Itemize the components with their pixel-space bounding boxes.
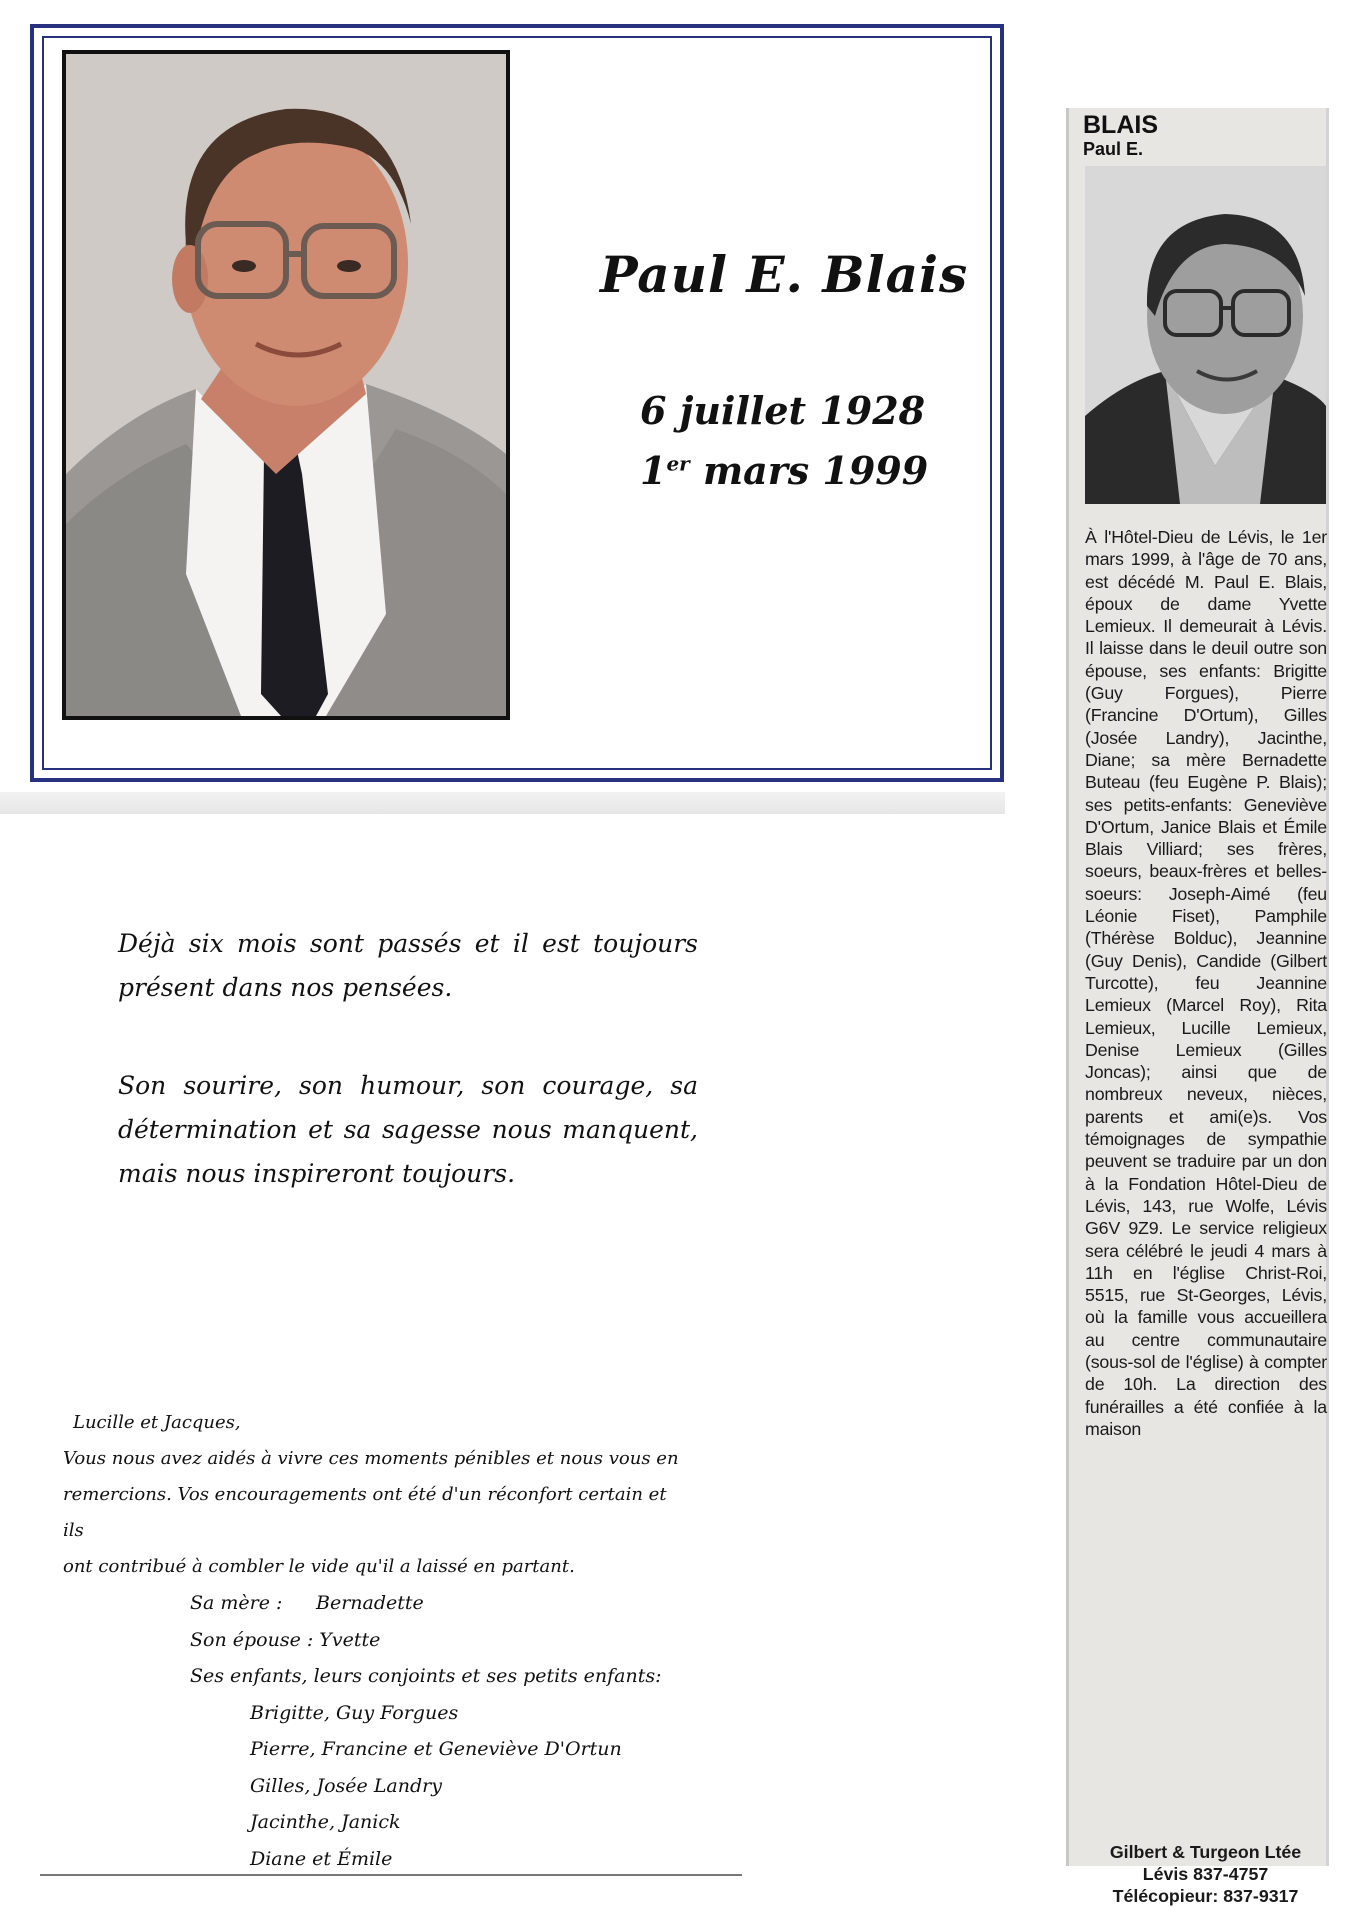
death-month-year: mars 1999 [689,448,929,493]
mother-label: Sa mère : [190,1592,283,1614]
family-list [190,1585,730,1877]
thanks-line-2: remercions. Vos encouragements ont été d'un réconfort certain et ils [63,1484,667,1541]
wife-name: Yvette [319,1628,381,1651]
family-wife-row [190,1622,730,1659]
death-day: 1 [640,448,667,493]
child-entry: Gilles, Josée Landry [250,1774,442,1797]
portrait-photo [62,50,510,720]
verse-paragraph-2 [118,1064,698,1196]
obituary-photo [1085,166,1326,504]
obituary-header [1083,112,1328,159]
thanks-line-3: ont contribué à combler le vide qu'il a laissé en partant. [63,1556,575,1577]
family-mother-row [190,1585,730,1622]
thanks-salutation: Lucille et Jacques, [73,1412,241,1433]
funeral-home-phone: Lévis 837-4757 [1142,1864,1269,1884]
funeral-home-signature [1083,1841,1328,1907]
death-day-suffix: er [666,451,690,476]
verse-text-1: Déjà six mois sont passés et il est toujours présent dans nos pensées. [118,929,698,1002]
verse-text-2: Son sourire, son humour, son courage, sa détermination et sa sagesse nous manquent, mais nous inspireront toujours. [118,1071,698,1188]
child-entry: Brigitte, Guy Forgues [250,1701,459,1724]
child-entry: Diane et Émile [250,1847,393,1870]
card-name: Paul E. Blais [600,245,969,304]
child-entry: Jacinthe, Janick [250,1811,401,1833]
funeral-home-fax: Télécopieur: 837-9317 [1112,1886,1299,1906]
verse-paragraph-1 [118,922,698,1010]
newspaper-obituary [1066,108,1329,1906]
thank-you-note [63,1405,688,1585]
thanks-line-1: Vous nous avez aidés à vivre ces moments pénibles et nous vous en [63,1448,679,1469]
children-label: Ses enfants, leurs conjoints et ses petits enfants: [190,1665,662,1687]
child-entry: Pierre, Francine et Geneviève D'Ortun [250,1738,622,1760]
funeral-home-name: Gilbert & Turgeon Ltée [1109,1842,1302,1862]
card-death-date [640,448,960,493]
obituary-body: À l'Hôtel-Dieu de Lévis, le 1er mars 1999, à l'âge de 70 ans, est décédé M. Paul E. Blais, époux de dame Yvette Lemieux. Il demeurait à Lévis. Il laisse dans le deuil outre son épouse, ses enfants: Brigitte (Guy Forgues), Pierre (Francine D'Ortum), Gilles (Josée Landry), Jacinthe, Diane; sa mère Bernadette Buteau (feu Eugène P. Blais); ses petits-enfants: Geneviève D'Ortum, Janice Blais et Émile Blais Villiard; ses frères, soeurs, beaux-frères et belles-soeurs: Joseph-Aimé (feu Léonie Fiset), Pamphile (Thérèse Bolduc), Jeannine (Guy Denis), Candide (Gilbert Turcotte), feu Jeannine Lemieux (Marcel Roy), Rita Lemieux, Lucille Lemieux, Denise Lemieux (Gilles Joncas); ainsi que de nombreux neveux, nièces, parents et ami(e)s. Vos témoignages de sympathie peuvent se traduire par un don à la Fondation Hôtel-Dieu de Lévis, 143, rue Wolfe, Lévis G6V 9Z9. Le service religieux sera célébré le jeudi 4 mars à 11h en l'église Christ-Roi, 5515, rue St-Georges, Lévis, où la famille vous accueillera au centre communautaire (sous-sol de l'église) à compter de 10h. La direction des funérailles a été confiée à la maison [1085,527,1327,1439]
card-birth-date: 6 juillet 1928 [640,388,926,433]
memorial-card [0,0,1005,812]
mother-name: Bernadette [316,1592,424,1614]
wife-label: Son épouse : [190,1628,314,1651]
bottom-divider [40,1874,742,1876]
card-edge-shadow [0,792,1005,814]
obituary-surname: BLAIS [1083,111,1158,139]
obituary-given-name: Paul E. [1083,139,1144,159]
